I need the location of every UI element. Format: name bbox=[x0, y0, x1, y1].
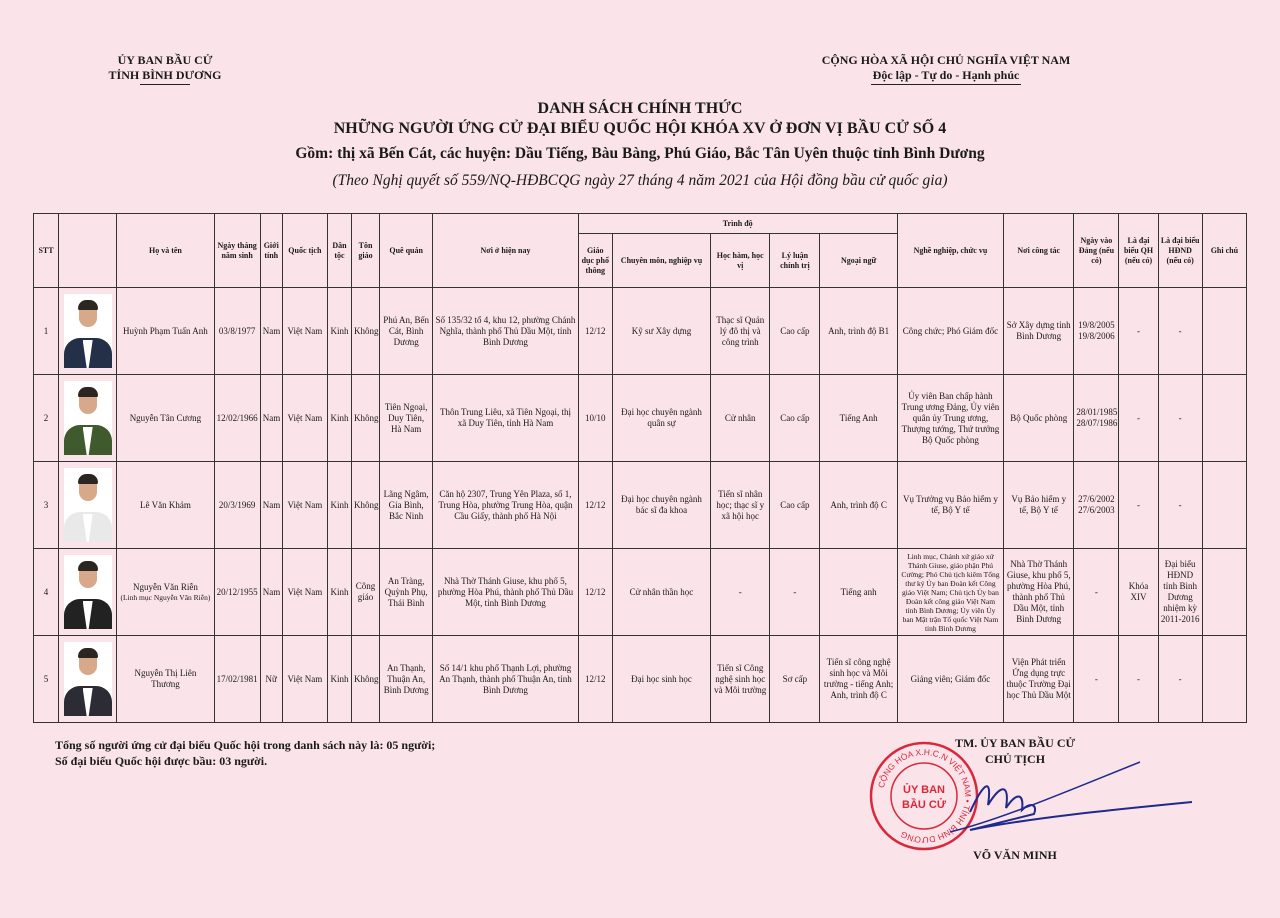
cell-note bbox=[1202, 288, 1246, 375]
cell-language: Tiếng anh bbox=[820, 549, 897, 636]
cell-note bbox=[1202, 375, 1246, 462]
cell-general-edu: 12/12 bbox=[578, 288, 612, 375]
th-name: Họ và tên bbox=[117, 214, 214, 288]
national-title: CỘNG HÒA XÃ HỘI CHỦ NGHĨA VIỆT NAM bbox=[821, 53, 1071, 67]
cell-language: Anh, trình độ B1 bbox=[820, 288, 897, 375]
cell-note bbox=[1202, 636, 1246, 723]
cell-academic: Cử nhân bbox=[711, 375, 770, 462]
sign-title: CHỦ TỊCH bbox=[984, 752, 1046, 766]
th-ethnicity: Dân tộc bbox=[327, 214, 351, 288]
cell-hometown: An Thạnh, Thuận An, Bình Dương bbox=[380, 636, 433, 723]
photo-hair bbox=[78, 648, 98, 658]
cell-residence: Căn hộ 2307, Trung Yên Plaza, số 1, Trung Hòa, phường Trung Hòa, quận Cầu Giấy, thành phố Hà Nội bbox=[433, 462, 578, 549]
table-row bbox=[34, 636, 1247, 723]
cell-hometown: An Tràng, Quỳnh Phụ, Thái Bình bbox=[380, 549, 433, 636]
th-workplace: Nơi công tác bbox=[1004, 214, 1074, 288]
cell-ethnicity: Kinh bbox=[327, 549, 351, 636]
candidate-name: Huỳnh Phạm Tuấn Anh bbox=[123, 325, 208, 336]
signature-stroke bbox=[970, 786, 1192, 830]
cell-nationality: Việt Nam bbox=[282, 549, 327, 636]
cell-nationality: Việt Nam bbox=[282, 636, 327, 723]
cell-hometown: Tiên Ngoại, Duy Tiên, Hà Nam bbox=[380, 375, 433, 462]
candidate-alias: (Linh mục Nguyễn Văn Riễn) bbox=[120, 593, 211, 602]
th-photo bbox=[59, 214, 117, 288]
committee-name: ỦY BAN BẦU CỬ bbox=[117, 53, 213, 67]
cell-pc-deputy: - bbox=[1158, 462, 1202, 549]
table-row bbox=[34, 549, 1247, 636]
cell-academic: Tiến sĩ nhân học; thạc sĩ y xã hội học bbox=[711, 462, 770, 549]
header-right-underline bbox=[871, 84, 1021, 85]
cell-nationality: Việt Nam bbox=[282, 375, 327, 462]
doc-resolution: (Theo Nghị quyết số 559/NQ-HĐBCQG ngày 27 tháng 4 năm 2021 của Hội đồng bầu cử quốc gia) bbox=[332, 172, 948, 189]
doc-scope: Gồm: thị xã Bến Cát, các huyện: Dầu Tiếng, Bàu Bàng, Phú Giáo, Bắc Tân Uyên thuộc tỉnh Bình Dương bbox=[295, 145, 985, 162]
cell-ethnicity: Kinh bbox=[327, 375, 351, 462]
cell-na-deputy: - bbox=[1119, 375, 1158, 462]
th-political: Lý luận chính trị bbox=[770, 234, 820, 288]
cell-residence: Thôn Trung Liêu, xã Tiên Ngoại, thị xã Duy Tiên, tỉnh Hà Nam bbox=[433, 375, 578, 462]
th-na-deputy: Là đại biểu QH (nếu có) bbox=[1119, 214, 1158, 288]
cell-stt: 1 bbox=[34, 288, 59, 375]
cell-workplace: Nhà Thờ Thánh Giuse, khu phố 5, phường Hòa Phú, thành phố Thủ Dầu Một, tỉnh Bình Dương bbox=[1004, 549, 1074, 636]
cell-religion: Không bbox=[352, 375, 380, 462]
cell-hometown: Lãng Ngâm, Gia Bình, Bắc Ninh bbox=[380, 462, 433, 549]
cell-ethnicity: Kinh bbox=[327, 462, 351, 549]
photo-hair bbox=[78, 300, 98, 310]
th-general-edu: Giáo dục phổ thông bbox=[578, 234, 612, 288]
photo-hair bbox=[78, 474, 98, 484]
cell-specialty: Cử nhân thần học bbox=[612, 549, 710, 636]
cell-stt: 2 bbox=[34, 375, 59, 462]
doc-subtitle: NHỮNG NGƯỜI ỨNG CỬ ĐẠI BIỂU QUỐC HỘI KHÓA XV Ở ĐƠN VỊ BẦU CỬ SỐ 4 bbox=[333, 120, 947, 137]
cell-name bbox=[117, 288, 214, 375]
cell-language: Anh, trình độ C bbox=[820, 462, 897, 549]
table-row bbox=[34, 375, 1247, 462]
cell-na-deputy: Khóa XIV bbox=[1119, 549, 1158, 636]
cell-specialty: Đại học chuyên ngành quân sự bbox=[612, 375, 710, 462]
doc-title: DANH SÁCH CHÍNH THỨC bbox=[537, 100, 743, 117]
candidate-table bbox=[33, 213, 1247, 723]
cell-occupation: Công chức; Phó Giám đốc bbox=[897, 288, 1003, 375]
cell-general-edu: 12/12 bbox=[578, 636, 612, 723]
cell-gender: Nam bbox=[260, 375, 282, 462]
cell-dob: 12/02/1966 bbox=[214, 375, 260, 462]
cell-political: Cao cấp bbox=[770, 288, 820, 375]
elected-count: Số đại biểu Quốc hội được bầu: 03 người. bbox=[55, 754, 268, 768]
candidate-name: Lê Văn Khảm bbox=[140, 499, 191, 510]
cell-academic: - bbox=[711, 549, 770, 636]
province-name: TỈNH BÌNH DƯƠNG bbox=[108, 68, 222, 82]
total-candidates: Tổng số người ứng cử đại biểu Quốc hội trong danh sách này là: 05 người; bbox=[55, 738, 436, 752]
cell-ethnicity: Kinh bbox=[327, 636, 351, 723]
cell-party-date: - bbox=[1074, 549, 1119, 636]
cell-party-date: - bbox=[1074, 636, 1119, 723]
cell-stt: 3 bbox=[34, 462, 59, 549]
cell-language: Tiến sĩ công nghệ sinh học và Môi trường - tiếng Anh; Anh, trình độ C bbox=[820, 636, 897, 723]
cell-workplace: Sở Xây dựng tỉnh Bình Dương bbox=[1004, 288, 1074, 375]
cell-name bbox=[117, 636, 214, 723]
cell-workplace: Viện Phát triển Ứng dụng trực thuộc Trường Đại học Thủ Dầu Một bbox=[1004, 636, 1074, 723]
th-residence: Nơi ở hiện nay bbox=[433, 214, 578, 288]
cell-political: Cao cấp bbox=[770, 462, 820, 549]
cell-residence: Số 14/1 khu phố Thạnh Lợi, phường An Thạnh, thành phố Thuận An, tỉnh Bình Dương bbox=[433, 636, 578, 723]
cell-na-deputy: - bbox=[1119, 636, 1158, 723]
cell-pc-deputy: - bbox=[1158, 288, 1202, 375]
candidate-photo bbox=[64, 555, 112, 629]
cell-note bbox=[1202, 549, 1246, 636]
cell-academic: Tiến sĩ Công nghệ sinh học và Môi trường bbox=[711, 636, 770, 723]
cell-pc-deputy: - bbox=[1158, 375, 1202, 462]
cell-political: Sơ cấp bbox=[770, 636, 820, 723]
th-academic: Học hàm, học vị bbox=[711, 234, 770, 288]
cell-hometown: Phú An, Bến Cát, Bình Dương bbox=[380, 288, 433, 375]
candidate-name: Nguyễn Văn Riễn bbox=[133, 582, 198, 592]
th-party-date: Ngày vào Đảng (nếu có) bbox=[1074, 214, 1119, 288]
candidate-photo-cell bbox=[59, 636, 117, 723]
cell-gender: Nam bbox=[260, 288, 282, 375]
signer-name: VÕ VĂN MINH bbox=[973, 848, 1057, 862]
cell-gender: Nam bbox=[260, 462, 282, 549]
table-row bbox=[34, 288, 1247, 375]
cell-residence: Nhà Thờ Thánh Giuse, khu phố 5, phường Hòa Phú, thành phố Thủ Dầu Một, tỉnh Bình Dương bbox=[433, 549, 578, 636]
signature bbox=[930, 760, 1200, 840]
th-language: Ngoại ngữ bbox=[820, 234, 897, 288]
candidate-photo-cell bbox=[59, 288, 117, 375]
cell-gender: Nữ bbox=[260, 636, 282, 723]
candidate-name: Nguyễn Thị Liên Thương bbox=[134, 668, 197, 689]
th-specialty: Chuyên môn, nghiệp vụ bbox=[612, 234, 710, 288]
cell-general-edu: 12/12 bbox=[578, 549, 612, 636]
cell-party-date: 28/01/1985 28/07/1986 bbox=[1074, 375, 1119, 462]
seal-ring-text: CỘNG HÒA X.H.C.N VIỆT NAM • TỈNH BÌNH DƯƠNG bbox=[875, 746, 974, 846]
cell-general-edu: 12/12 bbox=[578, 462, 612, 549]
cell-pc-deputy: Đại biểu HĐND tỉnh Bình Dương nhiệm kỳ 2011-2016 bbox=[1158, 549, 1202, 636]
cell-general-edu: 10/10 bbox=[578, 375, 612, 462]
cell-party-date: 19/8/2005 19/8/2006 bbox=[1074, 288, 1119, 375]
cell-name bbox=[117, 549, 214, 636]
cell-occupation: Giảng viên; Giám đốc bbox=[897, 636, 1003, 723]
cell-gender: Nam bbox=[260, 549, 282, 636]
cell-note bbox=[1202, 462, 1246, 549]
cell-nationality: Việt Nam bbox=[282, 462, 327, 549]
cell-name bbox=[117, 375, 214, 462]
cell-party-date: 27/6/2002 27/6/2003 bbox=[1074, 462, 1119, 549]
cell-specialty: Đại học sinh học bbox=[612, 636, 710, 723]
candidate-photo bbox=[64, 468, 112, 542]
cell-residence: Số 135/32 tổ 4, khu 12, phường Chánh Nghĩa, thành phố Thủ Dầu Một, tỉnh Bình Dương bbox=[433, 288, 578, 375]
national-motto: Độc lập - Tự do - Hạnh phúc bbox=[872, 68, 1020, 82]
cell-political: - bbox=[770, 549, 820, 636]
cell-academic: Thạc sĩ Quản lý đô thị và công trình bbox=[711, 288, 770, 375]
cell-ethnicity: Kinh bbox=[327, 288, 351, 375]
header-right bbox=[810, 53, 1082, 85]
cell-dob: 20/3/1969 bbox=[214, 462, 260, 549]
cell-stt: 4 bbox=[34, 549, 59, 636]
th-trinh-do: Trình độ bbox=[578, 214, 897, 234]
photo-hair bbox=[78, 561, 98, 571]
cell-political: Cao cấp bbox=[770, 375, 820, 462]
th-gender: Giới tính bbox=[260, 214, 282, 288]
cell-nationality: Việt Nam bbox=[282, 288, 327, 375]
table-row bbox=[34, 462, 1247, 549]
cell-name bbox=[117, 462, 214, 549]
cell-religion: Công giáo bbox=[352, 549, 380, 636]
cell-dob: 17/02/1981 bbox=[214, 636, 260, 723]
cell-dob: 03/8/1977 bbox=[214, 288, 260, 375]
signature-block bbox=[900, 735, 1130, 767]
header-left-underline bbox=[140, 84, 190, 85]
candidate-photo bbox=[64, 642, 112, 716]
th-note: Ghi chú bbox=[1202, 214, 1246, 288]
th-stt: STT bbox=[34, 214, 59, 288]
candidate-photo-cell bbox=[59, 375, 117, 462]
cell-religion: Không bbox=[352, 288, 380, 375]
cell-specialty: Kỹ sư Xây dựng bbox=[612, 288, 710, 375]
cell-na-deputy: - bbox=[1119, 462, 1158, 549]
footer-summary bbox=[55, 737, 435, 769]
cell-na-deputy: - bbox=[1119, 288, 1158, 375]
th-dob: Ngày tháng năm sinh bbox=[214, 214, 260, 288]
cell-dob: 20/12/1955 bbox=[214, 549, 260, 636]
cell-workplace: Bộ Quốc phòng bbox=[1004, 375, 1074, 462]
candidate-photo bbox=[64, 381, 112, 455]
cell-workplace: Vụ Bảo hiểm y tế, Bộ Y tế bbox=[1004, 462, 1074, 549]
cell-religion: Không bbox=[352, 462, 380, 549]
cell-language: Tiếng Anh bbox=[820, 375, 897, 462]
candidate-photo-cell bbox=[59, 549, 117, 636]
th-pc-deputy: Là đại biểu HĐND (nếu có) bbox=[1158, 214, 1202, 288]
sign-authority: TM. ỦY BAN BẦU CỬ bbox=[954, 736, 1076, 750]
cell-pc-deputy: - bbox=[1158, 636, 1202, 723]
candidate-photo-cell bbox=[59, 462, 117, 549]
th-nationality: Quốc tịch bbox=[282, 214, 327, 288]
th-hometown: Quê quán bbox=[380, 214, 433, 288]
th-religion: Tôn giáo bbox=[352, 214, 380, 288]
cell-religion: Không bbox=[352, 636, 380, 723]
cell-stt: 5 bbox=[34, 636, 59, 723]
cell-occupation: Linh mục, Chánh xứ giáo xứ Thánh Giuse, giáo phận Phú Cường; Phó Chủ tịch kiêm Tổng thư ký Ủy ban Đoàn kết Công giáo Việt Nam; Chủ tịch Ủy ban Đoàn kết công giáo Việt Nam tỉnh Bình Dương; Ủy viên Ủy ban Mặt trận Tổ quốc Việt Nam tỉnh Bình Dương bbox=[897, 549, 1003, 636]
seal-center-line1: ỦY BAN bbox=[903, 784, 945, 796]
cell-specialty: Đại học chuyên ngành bác sĩ đa khoa bbox=[612, 462, 710, 549]
cell-occupation: Vụ Trưởng vụ Bảo hiểm y tế, Bộ Y tế bbox=[897, 462, 1003, 549]
candidate-name: Nguyễn Tân Cương bbox=[129, 412, 202, 423]
header-left bbox=[95, 53, 235, 85]
candidate-photo bbox=[64, 294, 112, 368]
seal-center-line2: BẦU CỬ bbox=[902, 799, 946, 811]
photo-hair bbox=[78, 387, 98, 397]
th-occupation: Nghề nghiệp, chức vụ bbox=[897, 214, 1003, 288]
cell-occupation: Ủy viên Ban chấp hành Trung ương Đảng, Ủy viên quân ủy Trung ương, Thượng tướng, Thứ trưởng Bộ Quốc phòng bbox=[897, 375, 1003, 462]
